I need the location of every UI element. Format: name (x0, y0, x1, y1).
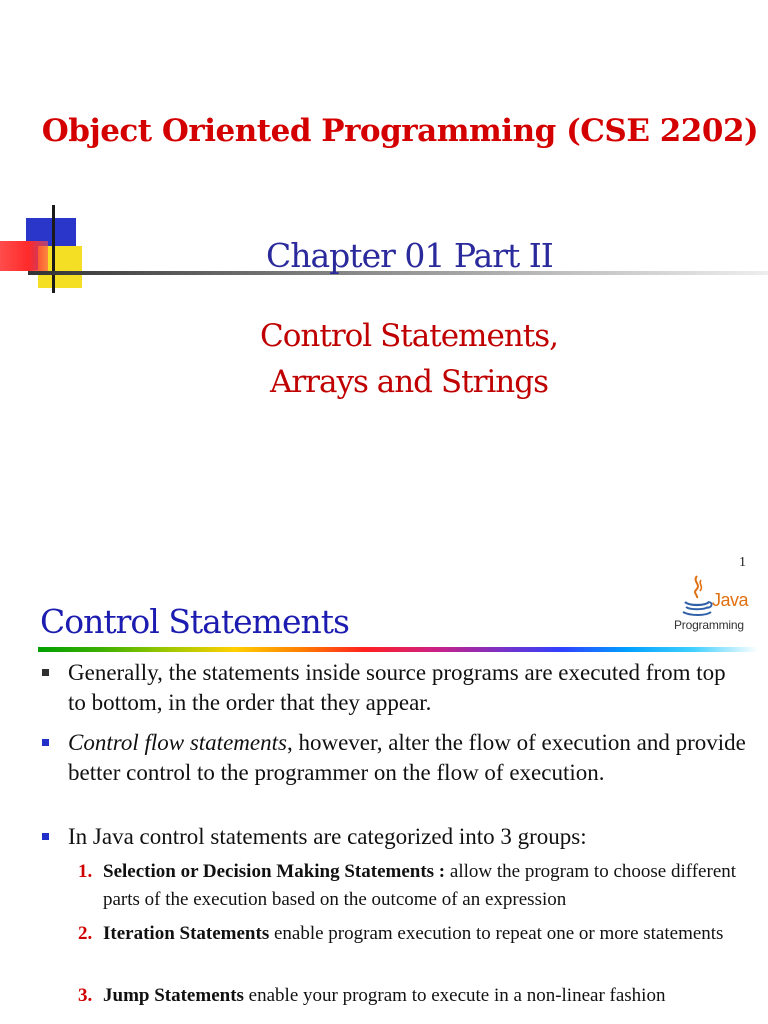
bullet-emphasis: Control flow statements (68, 730, 287, 755)
item-name: Iteration Statements (103, 923, 270, 944)
item-text (103, 858, 753, 914)
item-desc: enable your program to execute in a non-linear fashion (243, 985, 666, 1006)
decor-red-bar (0, 241, 48, 271)
item-name: Jump Statements (103, 985, 244, 1006)
java-logo (672, 574, 752, 638)
java-cup-icon (680, 574, 714, 618)
slide-title: Control Statements (40, 602, 349, 641)
bullet-text (68, 728, 748, 788)
subtitle-line-1: Control Statements, (260, 318, 558, 354)
bullet-square-icon (42, 669, 49, 676)
slide-subtitle (0, 313, 768, 405)
java-logo-tagline: Programming (674, 618, 744, 632)
bullet-text-rest: , however, alter the flow of execution and provide better control to the programmer on the flow of execution. (68, 730, 746, 785)
subtitle-line-2: Arrays and Strings (269, 364, 549, 400)
java-logo-word: Java (712, 590, 749, 610)
bullet-square-icon (42, 833, 49, 840)
content-slide (0, 580, 768, 1024)
page-number: 1 (739, 555, 746, 570)
chapter-title: Chapter 01 Part II (266, 236, 553, 275)
decor-vertical-line (52, 205, 55, 293)
item-number: 3. (78, 985, 93, 1006)
rainbow-divider (38, 647, 758, 652)
item-text (103, 982, 753, 1010)
item-number: 1. (78, 861, 93, 882)
item-name: Selection or Decision Making Statements : (103, 861, 446, 882)
bullet-text: Generally, the statements inside source programs are executed from top to bottom, in the order that they appear. (68, 660, 726, 715)
item-desc: enable program execution to repeat one or more statements (269, 923, 724, 944)
item-desc: allow the program to choose different parts of the execution based on the outcome of an expression (103, 861, 737, 910)
course-title: Object Oriented Programming (CSE 2202) (41, 113, 759, 149)
item-number: 2. (78, 923, 93, 944)
bullet-square-icon (42, 739, 49, 746)
item-text (103, 920, 753, 948)
bullet-text: In Java control statements are categorized into 3 groups: (68, 824, 587, 849)
